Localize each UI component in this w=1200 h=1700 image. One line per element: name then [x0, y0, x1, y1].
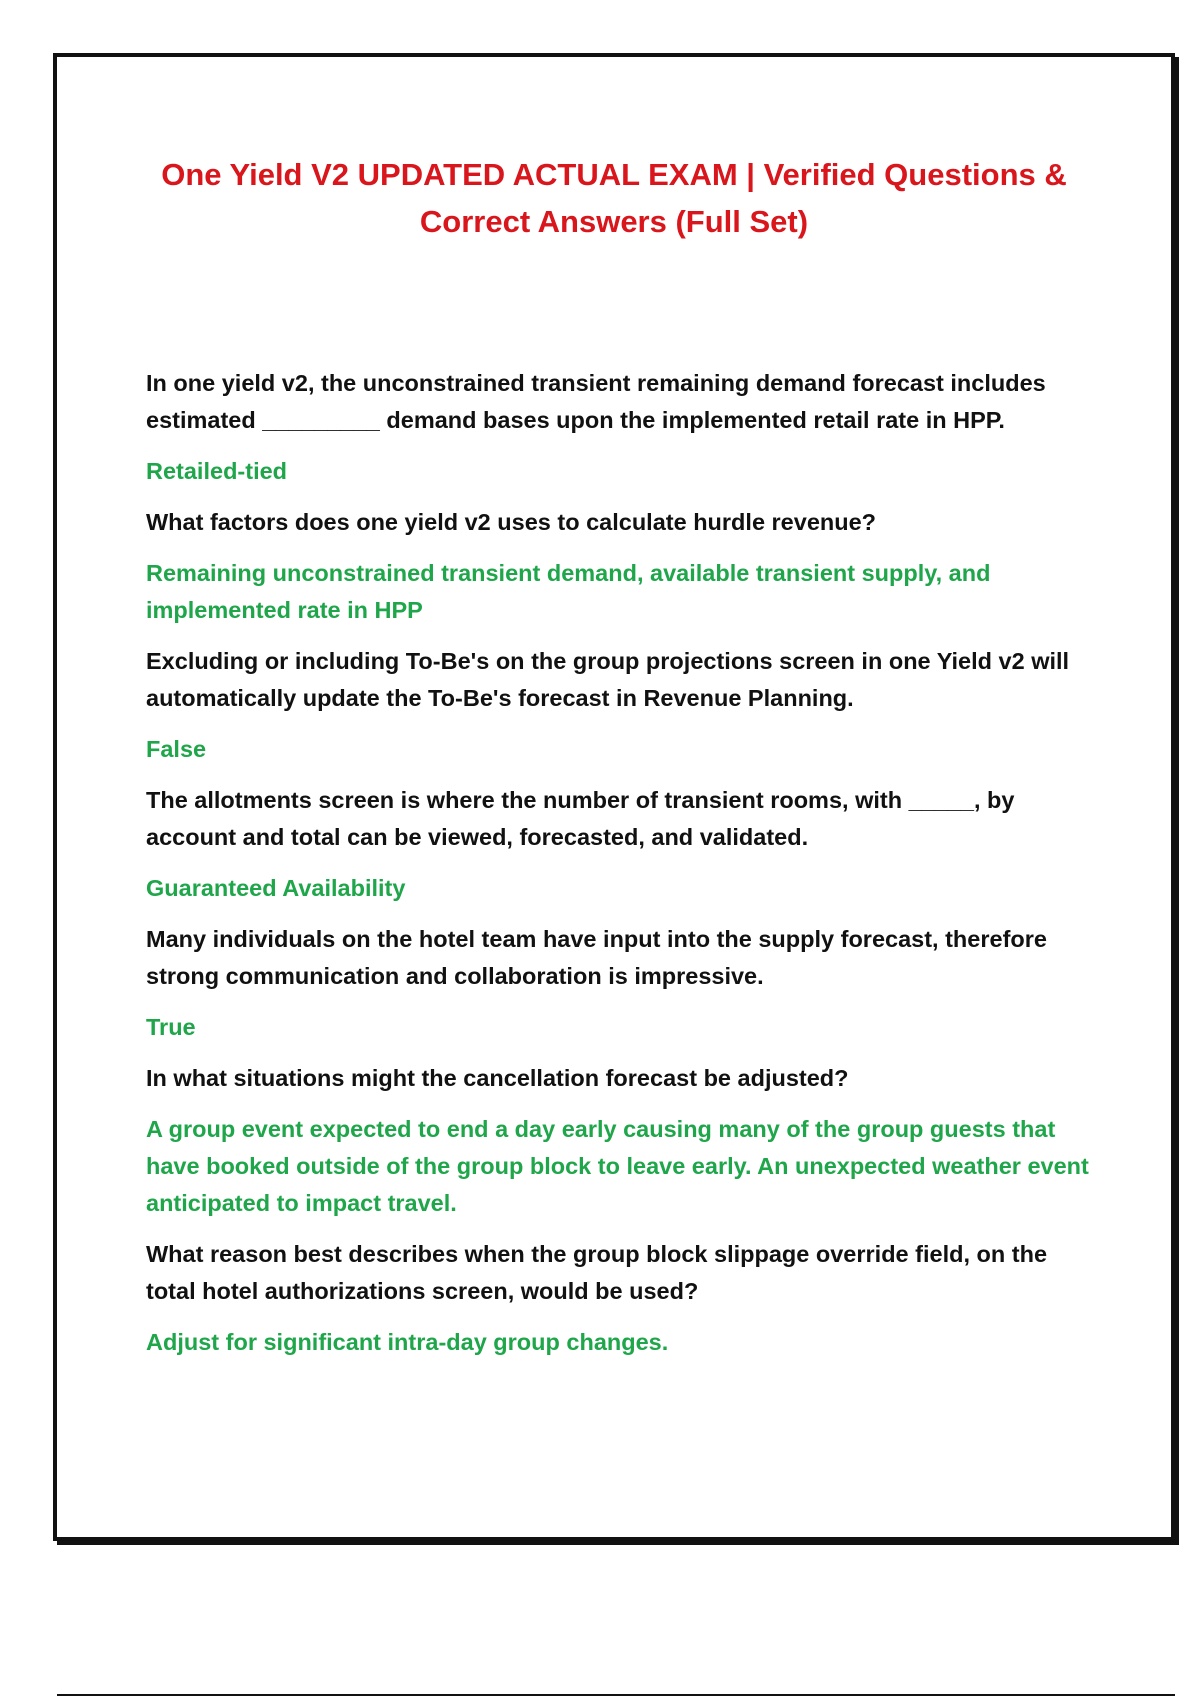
question-7: What reason best describes when the group block slippage override field, on the total hotel authorizations screen, would be used? [146, 1241, 1048, 1304]
question-5: Many individuals on the hotel team have input into the supply forecast, therefore strong communication and collaboration is impressive. [146, 926, 1047, 989]
question-6: In what situations might the cancellation forecast be adjusted? [146, 1065, 849, 1091]
answer-7: Adjust for significant intra-day group changes. [146, 1329, 669, 1355]
answer-4: Guaranteed Availability [146, 875, 406, 901]
question-2: What factors does one yield v2 uses to calculate hurdle revenue? [146, 509, 877, 535]
answer-1: Retailed-tied [146, 458, 288, 484]
next-page-top-rule [57, 1694, 1175, 1696]
answer-3: False [146, 736, 207, 762]
question-3: Excluding or including To-Be's on the group projections screen in one Yield v2 will automatically update the To-Be's forecast in Revenue Planning. [146, 648, 1070, 711]
answer-2: Remaining unconstrained transient demand, available transient supply, and implemented rate in HPP [146, 560, 991, 623]
page-frame [53, 53, 1175, 1541]
answer-6: A group event expected to end a day early causing many of the group guests that have booked outside of the group block to leave early. An unexpected weather event anticipated to impact travel. [146, 1116, 1089, 1216]
document-title: One Yield V2 UPDATED ACTUAL EXAM | Verified Questions & Correct Answers (Full Set) [161, 157, 1067, 239]
answer-5: True [146, 1014, 196, 1040]
question-1: In one yield v2, the unconstrained transient remaining demand forecast includes estimated _________ demand bases upon the implemented retail rate in HPP. [146, 370, 1046, 433]
question-4: The allotments screen is where the number of transient rooms, with _____, by account and total can be viewed, forecasted, and validated. [146, 787, 1015, 850]
qa-list [146, 365, 1089, 1375]
